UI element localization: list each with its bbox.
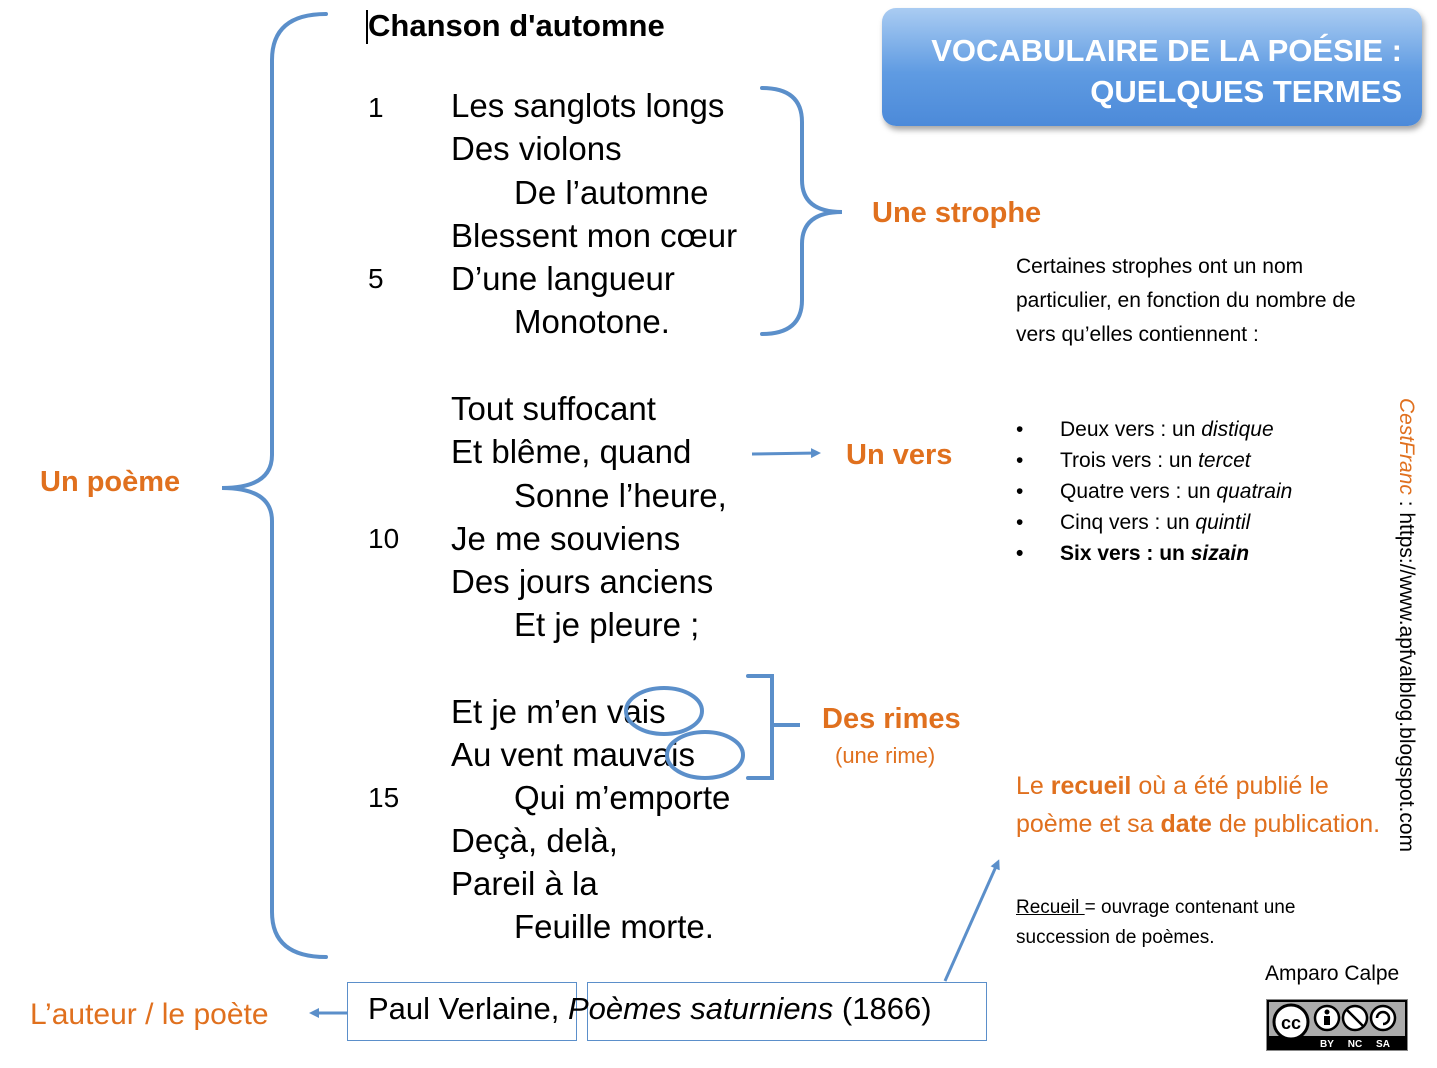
book-title: Poèmes saturniens xyxy=(567,991,834,1026)
poem-line: De l’automne xyxy=(514,174,709,211)
poem-line: Feuille morte. xyxy=(514,908,714,945)
poem-title: Chanson d'automne xyxy=(368,8,665,43)
bullet-icon: • xyxy=(1016,542,1024,565)
poem-bracket xyxy=(222,14,326,957)
bullet-icon: • xyxy=(1016,449,1024,472)
poem-line: Monotone. xyxy=(514,303,670,340)
poem-line: Des violons xyxy=(451,130,622,167)
poem-line: Pareil à la xyxy=(451,865,598,902)
banner-line-1: VOCABULAIRE DE LA POÉSIE : xyxy=(931,33,1402,68)
poem-line: Et blême, quand xyxy=(451,433,692,470)
list-item: • Six vers : un sizain xyxy=(1016,538,1292,569)
sa-label: SA xyxy=(1376,1039,1390,1050)
poem-line: Je me souviens xyxy=(451,520,681,557)
line-number-5: 5 xyxy=(368,263,384,294)
strophe-info-text: Certaines strophes ont un nom particulier, en fonction du nombre de vers qu’elles contiennent : xyxy=(1016,255,1356,346)
poem-line: Les sanglots longs xyxy=(451,87,725,124)
recueil-definition: Recueil = ouvrage contenant une succession de poèmes. xyxy=(1016,897,1296,948)
list-item: • Trois vers : un tercet xyxy=(1016,445,1292,476)
bullet-icon: • xyxy=(1016,418,1024,441)
recueil-explanation: Le recueil où a été publié le poème et sa date de publication. xyxy=(1016,772,1381,838)
poem-line: Sonne l’heure, xyxy=(514,477,727,514)
poem-line: D’une langueur xyxy=(451,260,675,297)
poem-line: Deçà, delà, xyxy=(451,822,618,859)
line-number-1: 1 xyxy=(368,92,384,123)
list-item: • Deux vers : un distique xyxy=(1016,414,1292,445)
list-item: • Cinq vers : un quintil xyxy=(1016,507,1292,538)
by-label: BY xyxy=(1320,1039,1334,1050)
poem-line: Au vent mauvais xyxy=(451,736,695,773)
poem-line: Tout suffocant xyxy=(451,390,656,427)
poem-line: Des jours anciens xyxy=(451,563,714,600)
label-auteur: L’auteur / le poète xyxy=(30,998,269,1031)
bullet-icon: • xyxy=(1016,511,1024,534)
label-poeme: Un poème xyxy=(40,466,181,498)
strophe-types-list xyxy=(1016,414,1292,569)
nc-label: NC xyxy=(1347,1039,1363,1050)
rimes-bracket xyxy=(748,676,800,778)
bullet-icon: • xyxy=(1016,480,1024,503)
source-citation: Paul Verlaine, Poèmes saturniens (1866) xyxy=(368,991,932,1026)
cc-license-badge xyxy=(1266,999,1408,1051)
recueil-arrow xyxy=(945,862,998,981)
label-rimes: Des rimes xyxy=(822,703,961,735)
strophe-bracket xyxy=(762,88,842,334)
rhyme-circle xyxy=(626,688,702,734)
poem-line: Et je m’en vais xyxy=(451,693,666,730)
author-name: Paul Verlaine xyxy=(368,991,551,1026)
poem-line: Et je pleure ; xyxy=(514,606,700,643)
label-vers: Un vers xyxy=(846,439,953,471)
cc-license-icons xyxy=(1267,1000,1407,1050)
list-item: • Quatre vers : un quatrain xyxy=(1016,476,1292,507)
rhyme-circle xyxy=(667,732,743,778)
label-strophe: Une strophe xyxy=(872,197,1042,229)
cc-icon: cc xyxy=(1280,1013,1302,1033)
site-credit: CestFranc : https://www.apfvalblog.blogspot.com xyxy=(1395,398,1418,853)
banner-line-2: QUELQUES TERMES xyxy=(1090,74,1402,109)
line-number-15: 15 xyxy=(368,782,400,813)
creator-name: Amparo Calpe xyxy=(1265,962,1400,985)
publication-year: (1866) xyxy=(833,991,932,1026)
poem-line: Blessent mon cœur xyxy=(451,217,738,254)
vers-arrow xyxy=(752,453,818,454)
line-number-10: 10 xyxy=(368,523,400,554)
label-rime: (une rime) xyxy=(835,743,936,768)
poem-line: Qui m’emporte xyxy=(514,779,731,816)
